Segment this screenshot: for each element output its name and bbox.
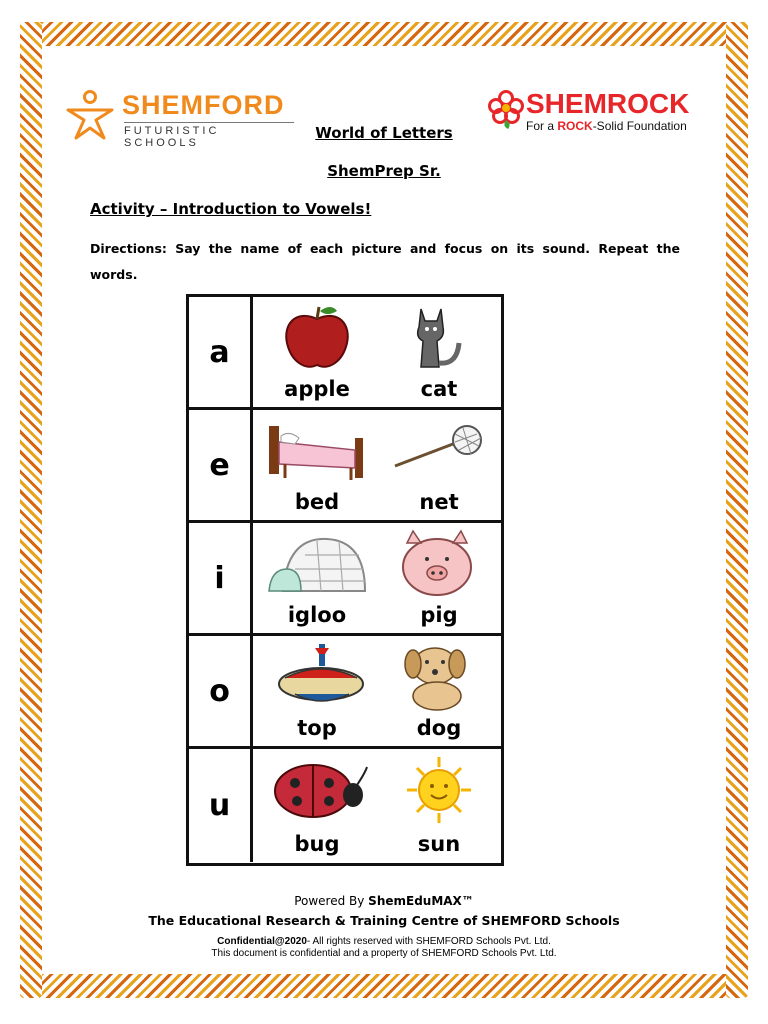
vowel-row-a [189,297,501,410]
picture-cell [377,297,501,407]
word-label: pig [420,603,458,627]
word-label: top [297,716,337,740]
picture-cell [377,410,501,520]
picture-cell [255,636,379,746]
vowel-row-e [189,410,501,523]
picture-cell [255,749,379,862]
word-label: net [419,490,459,514]
sun-icon [387,755,491,825]
picture-cell [255,297,379,407]
confidential-line: Confidential@2020- All rights reserved with SHEMFORD Schools Pvt. Ltd. [217,936,551,947]
word-label: dog [416,716,462,740]
net-icon [387,416,491,486]
picture-cell [377,636,501,746]
directions-text: Directions: Say the name of each picture and focus on its sound. Repeat the words. [90,241,680,282]
vowel-row-i [189,523,501,636]
shemrock-brand: SHEMROCK [526,88,690,119]
dog-icon [387,642,491,712]
picture-cell [255,410,379,520]
worksheet-title: World of Letters [315,124,453,142]
word-label: bed [294,490,340,514]
shemford-brand: SHEMFORD [122,90,285,120]
powered-by: Powered By ShemEduMAX™ [294,894,474,908]
training-centre: The Educational Research & Training Centre of SHEMFORD Schools [148,913,620,928]
word-label: igloo [287,603,347,627]
activity-heading: Activity – Introduction to Vowels! [90,200,372,218]
vowel-table [186,294,504,866]
candy-corn-border-bottom [20,974,748,998]
word-label: cat [420,377,458,401]
picture-cell [377,523,501,633]
vowel-letter: u [189,749,253,862]
vowel-letter: o [189,636,253,746]
vowel-letter: a [189,297,253,407]
word-label: bug [294,832,340,856]
vowel-letter: i [189,523,253,633]
pig-icon [387,529,491,599]
igloo-icon [265,529,369,599]
worksheet-subtitle: ShemPrep Sr. [327,162,441,180]
word-label: apple [284,377,350,401]
picture-cell [377,749,501,862]
apple-icon [265,303,369,373]
picture-cell [255,523,379,633]
top-icon [265,642,369,712]
vowel-letter: e [189,410,253,520]
bed-icon [265,416,369,486]
cat-icon [387,303,491,373]
bug-icon [265,755,369,825]
confidential-notice: This document is confidential and a property of SHEMFORD Schools Pvt. Ltd. [211,948,557,959]
vowel-row-u [189,749,501,862]
candy-corn-border-top [20,22,748,46]
shemrock-tagline: For a ROCK-Solid Foundation [526,119,687,133]
shemford-tagline: FUTURISTIC SCHOOLS [124,122,294,149]
vowel-row-o [189,636,501,749]
word-label: sun [417,832,461,856]
